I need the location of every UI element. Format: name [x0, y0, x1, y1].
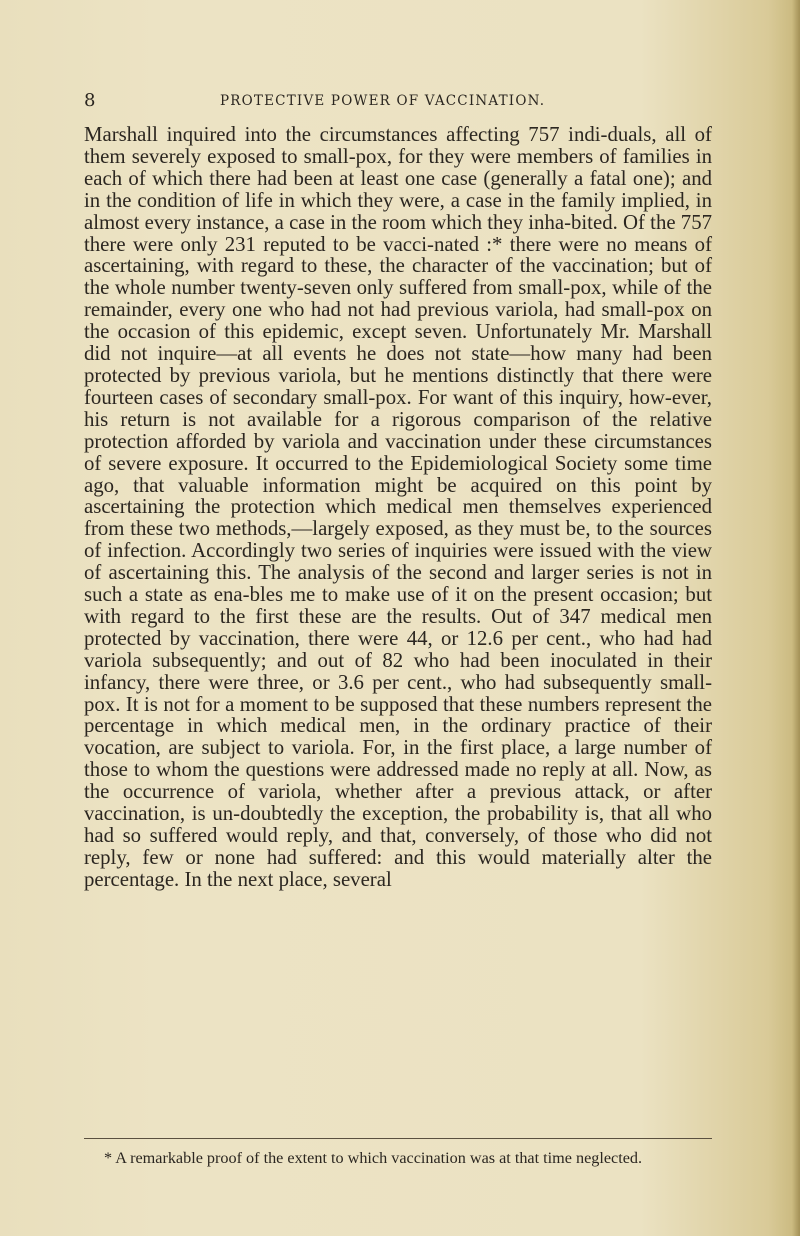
- footnote: * A remarkable proof of the extent to which vaccination was at that time neglected.: [104, 1149, 643, 1167]
- page-header: [84, 92, 784, 112]
- footnote-divider: [84, 1138, 712, 1139]
- page-number: 8: [84, 90, 96, 111]
- body-paragraph: Marshall inquired into the circumstances affecting 757 indi-duals, all of them severely exposed to small-pox, for they were members of families in each of which there had been at least one case (generally a fatal one); and in the condition of life in which they were, a case in the family implied, in almost every instance, a case in the room which they inha-bited. Of the 757 there were only 231 reputed to be vacci-nated :* there were no means of ascertaining, with regard to these, the character of the vaccination; but of the whole number twenty-seven only suffered from small-pox, while of the remainder, every one who had not had previous variola, had small-pox on the occasion of this epidemic, except seven. Unfortunately Mr. Marshall did not inquire—at all events he does not state—how many had been protected by previous variola, but he mentions distinctly that there were fourteen cases of secondary small-pox. For want of this inquiry, how-ever, his return is not available for a rigorous comparison of the relative protection afforded by variola and vaccination under these circumstances of severe exposure. It occurred to the Epidemiological Society some time ago, that valuable information might be acquired on this point by ascertaining the protection which medical men themselves experienced from these two methods,—largely exposed, as they must be, to the sources of infection. Accordingly two series of inquiries were issued with the view of ascertaining this. The analysis of the second and larger series is not in such a state as ena-bles me to make use of it on the present occasion; but with regard to the first these are the results. Out of 347 medical men protected by vaccination, there were 44, or 12.6 per cent., who had had variola subsequently; and out of 82 who had been inoculated in their infancy, there were three, or 3.6 per cent., who had subsequently small-pox. It is not for a moment to be supposed that these numbers represent the percentage in which medical men, in the ordinary practice of their vocation, are subject to variola. For, in the first place, a large number of those to whom the questions were addressed made no reply at all. Now, as the occurrence of variola, whether after a previous attack, or after vaccination, is un-doubtedly the exception, the probability is, that all who had so suffered would reply, and that, conversely, of those who did not reply, few or none had suffered: and this would materially alter the percentage. In the next place, several: [84, 123, 712, 891]
- running-head: PROTECTIVE POWER OF VACCINATION.: [220, 93, 546, 109]
